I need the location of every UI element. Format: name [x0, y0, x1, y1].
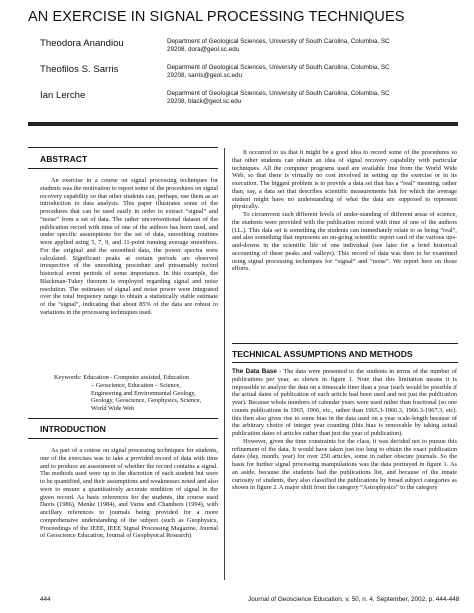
- body-text: - The data were presented to the students in terms of the number of publications per year, as shown in figure 1. Note that this limitation means it is impossible to analyze the data on a timescale finer than a year (such would be possible if the actual dates of publication of each article had been used and not just the publication year). Because whole numbers of calendar years were used rather than fractional (so one counts publications in 1965, 1966, etc., rather than 1965.3-1966.3, 1966.3-1967.3, etc). this then also gives rise to some bias in the data used on a year scale-length because of the arbitrary choice of integer year counting (this bias is removable by taking actual publication dates of articles rather than just the year of publication).: [232, 368, 457, 437]
- body-paragraph: [232, 368, 457, 438]
- author-affiliation: [167, 90, 457, 106]
- author-affiliation: [167, 38, 457, 54]
- technical-body: [232, 368, 457, 492]
- body-paragraph: To circumvent such different levels of under-standing of different areas of science, the students were provided with the publication record with time of one of the authors (I.L.). This data set is something the students can immediately relate to as being “real”, and also something that represents an on-going scientific report card of the various ups-and-downs in the scientific life of one individual (see later for a brief historical accounting of these peaks and valleys). This record of data was then to be examined using signal processing techniques for “signal” and “noise”. We report here on those efforts.: [232, 211, 457, 273]
- section-rule: [232, 362, 458, 363]
- author-name: Ian Lerche: [40, 90, 86, 101]
- abstract-body: [40, 177, 218, 317]
- keywords-line: Geology, Geoscience, Geophysics, Science,: [91, 397, 202, 405]
- runin-heading: The Data Base: [232, 368, 277, 375]
- journal-citation: Journal of Geoscience Education, v. 50, n. 4, September, 2002, p. 444-448: [248, 596, 460, 603]
- author-entry: [40, 38, 460, 64]
- affiliation-line: Department of Geological Sciences, University of South Carolina, Columbia, SC: [167, 90, 390, 97]
- author-name: Theofilos S. Sarris: [40, 64, 119, 75]
- introduction-body: [40, 447, 218, 540]
- keywords-line: [54, 374, 218, 382]
- section-rule: [28, 147, 218, 148]
- section-rule: [28, 168, 218, 169]
- keywords-line: – Geoscience, Education – Science,: [91, 381, 181, 389]
- page-number: 444: [40, 596, 51, 603]
- section-rule: [28, 438, 218, 439]
- technical-heading: TECHNICAL ASSUMPTIONS AND METHODS: [232, 349, 413, 359]
- affiliation-line: Department of Geological Sciences, University of South Carolina, Columbia, SC: [167, 38, 390, 45]
- keywords-label: Keywords:: [54, 374, 82, 381]
- column-divider: [224, 148, 225, 580]
- affiliation-line: 29208, black@geol.sc.edu: [167, 98, 242, 106]
- keywords-text: Education - Computer assisted, Education: [83, 374, 190, 381]
- abstract-heading: ABSTRACT: [40, 154, 88, 164]
- section-rule: [232, 343, 458, 344]
- affiliation-line: Department of Geological Sciences, University of South Carolina, Columbia, SC: [167, 64, 390, 71]
- author-affiliation: [167, 64, 457, 80]
- introduction-text: As part of a course on signal processing techniques for students, one of the exercises was to take a provided record of data with time and to produce an assessment of whether the record contains a signal. The methods used were up to the discretion of each student but were to be quantified, and their assumptions and weaknesses noted and also were to ensure a quantitatively accurate rendition of signal in the given record. As basic references for the students, the course used Davis (1986), Menke (1984), and Varus and Chambers (1994), with ancillary references to journals being provided for a more comprehensive understanding of the subject (such as Geophysics, Proceedings of the IEEE, IEEE Signal Processing Magazine, Journal of Geoscience Education, Journal of Geophysical Research): [40, 447, 218, 540]
- affiliation-line: 29208, sarris@geol.sc.edu: [167, 72, 242, 80]
- affiliation-line: 29208, dora@geol.sc.edu: [167, 46, 240, 54]
- author-entry: [40, 90, 460, 116]
- body-paragraph: It occurred to us that it might be a good idea to record some of the procedures so that other students can obtain an idea of signal recovery capability with particular techniques. All the computer programs used are available free from the World Wide Web, so that there is virtually no cost involved in setting up the exercise or in its execution. The biggest problem is to provide a data set that has a “real” meaning, rather than, say, a data set that describes scientific measurements but for which the average student might have no understanding of what the data are supposed to represent physically.: [232, 149, 457, 211]
- keywords-line: Engineering and Environmental Geology,: [91, 389, 196, 397]
- keywords-block: [54, 374, 218, 413]
- paper-title: AN EXERCISE IN SIGNAL PROCESSING TECHNIQUES: [28, 9, 405, 25]
- author-name: Theodora Anandiou: [40, 38, 124, 49]
- introduction-heading: INTRODUCTION: [40, 424, 106, 434]
- abstract-text: An exercise in a course on signal processing techniques for students was the motivation to report some of the procedures on signal recovery capability so that other students can, perhaps, use them as an introduction to data analysis. This paper illustrates some of the procedures that can be used easily in order to extract “signal” and “noise” from a set of data. The rather unconventional dataset of the publication record with time of one of the authors has been used, and under specific assumptions for the set of data, smoothing routines were applied using 5, 7, 9, and 11-point running average smoothers. For the original and the smoothed data, the power spectra were calculated. Significant peaks at certain periods are observed irrespective of the smoothing procedure and presumably record historical event periods of some importance. In this example, the Blackman-Tukey theorem is employed regarding signal and noise resolution. The estimates of signal and noise power were integrated over the total frequency range to obtain a statistically stable estimate of the “signal”, indicating that about 85% of the data are robust to variations in the processing techniques used.: [40, 177, 218, 316]
- author-entry: [40, 64, 460, 90]
- header-divider: [28, 122, 458, 126]
- keywords-line: World Wide Web: [91, 405, 135, 412]
- section-rule: [28, 418, 218, 419]
- body-paragraph: However, given the time constraints for the class, it was decided not to pursue this refinement of the data. It would have taken just too long to obtain the exact publication dates (day, month, year) for over 250 articles, some in rather obscure journals. So the basis for further signal processing manipulations was the data portrayed in figure 1. As an aside, because the students had the publications list, and because of the innate curiosity of students, they also classified the publications by broad subject categories as shown in figure 2. A major shift from the category “Astrophysics” to the category: [232, 437, 457, 492]
- right-column-body: [232, 149, 457, 273]
